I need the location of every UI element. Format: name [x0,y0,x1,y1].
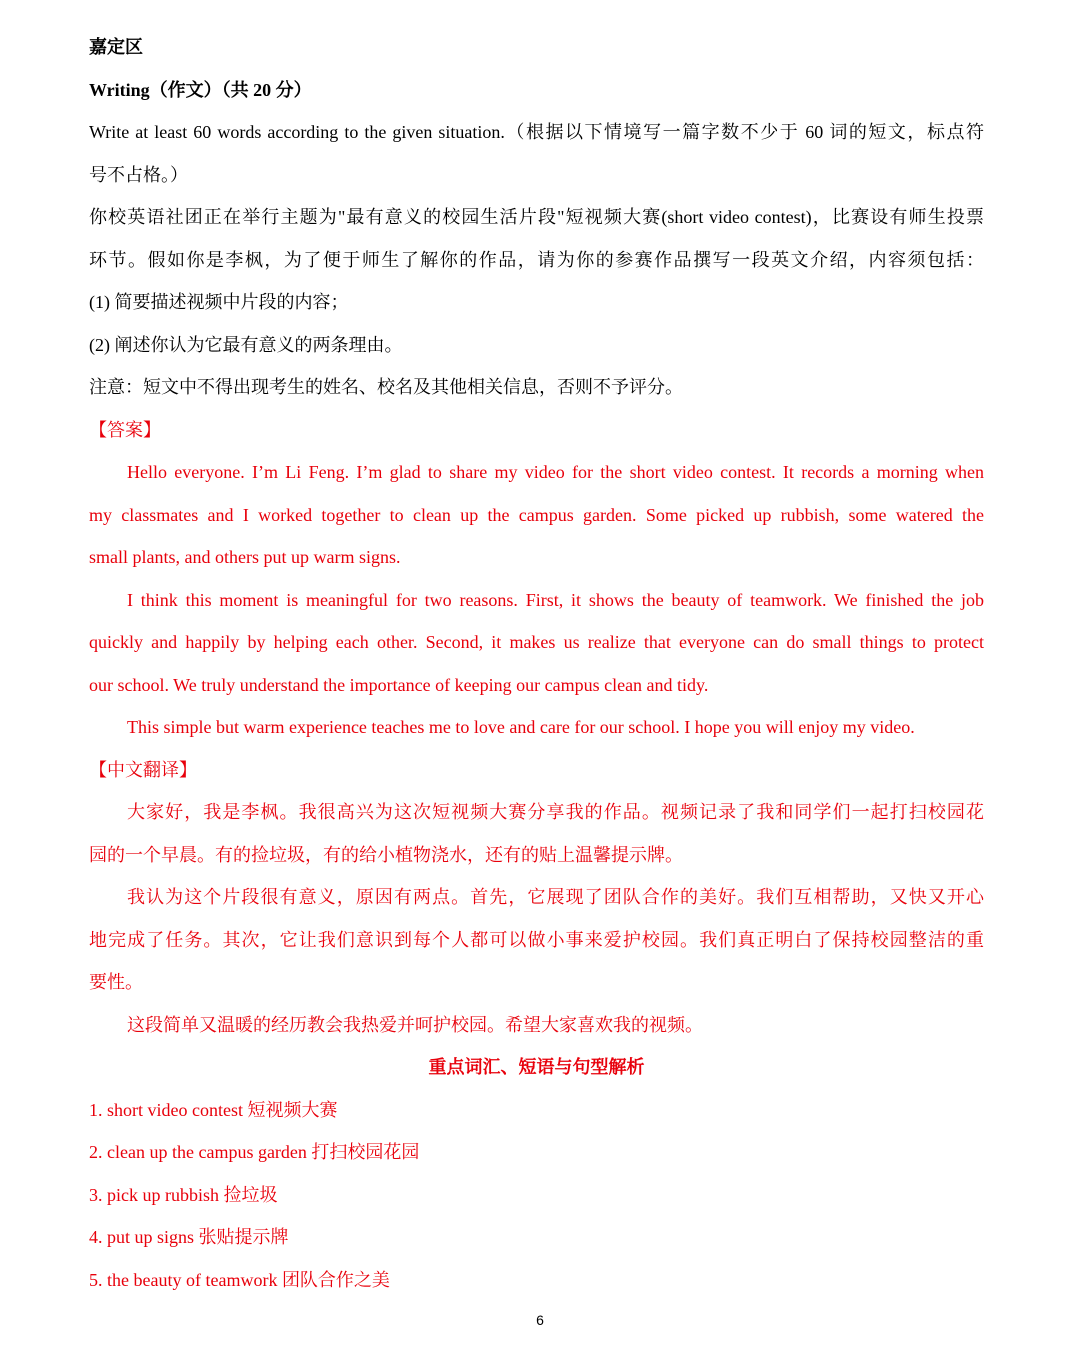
vocab-item: 4. put up signs 张贴提示牌 [89,1227,289,1247]
vocab-item: 2. clean up the campus garden 打扫校园花园 [89,1142,420,1162]
answer-paragraph-1-line-1: Hello everyone. I’m Li Feng. I’m glad to share my video for the short video contest. It records a morning when [127,462,984,482]
translation-label: 【中文翻译】 [89,759,197,780]
vocab-item: 1. short video contest 短视频大赛 [89,1099,338,1120]
vocab-item: 3. pick up rubbish 捡垃圾 [89,1184,278,1205]
answer-paragraph-3-line-1: This simple but warm experience teaches me to love and care for our school. I hope you will enjoy my video. [127,717,915,737]
translation-paragraph-1-line-2: 园的一个早晨。有的捡垃圾，有的给小植物浇水，还有的贴上温馨提示牌。 [89,844,683,865]
translation-paragraph-2-line-1: 我认为这个片段很有意义，原因有两点。首先，它展现了团队合作的美好。我们互相帮助，又快又开心 [127,887,984,907]
translation-paragraph-1-line-1: 大家好，我是李枫。我很高兴为这次短视频大赛分享我的作品。视频记录了我和同学们一起打扫校园花 [127,802,984,822]
document-page [89,26,984,1301]
answer-paragraph-2-line-1: I think this moment is meaningful for two reasons. First, it shows the beauty of teamwork. We finished the job [127,589,984,610]
answer-paragraph-2-line-2: quickly and happily by helping each other. Second, it makes us realize that everyone can do small things to protect [89,632,984,652]
instruction-line-2: 号不占格。） [89,164,188,185]
notice-line: 注意：短文中不得出现考生的姓名、校名及其他相关信息，否则不予评分。 [89,377,683,397]
requirement-point-1: (1) 简要描述视频中片段的内容； [89,292,349,312]
district-heading: 嘉定区 [89,37,143,57]
page-number: 6 [536,1312,544,1328]
answer-label: 【答案】 [89,419,161,440]
situation-line-2: 环节。假如你是李枫，为了便于师生了解你的作品，请为你的参赛作品撰写一段英文介绍，内容须包括： [89,249,984,270]
situation-line-1: 你校英语社团正在举行主题为"最有意义的校园生活片段"短视频大赛(short video contest)，比赛设有师生投票 [89,207,984,227]
translation-paragraph-2-line-2: 地完成了任务。其次，它让我们意识到每个人都可以做小事来爱护校园。我们真正明白了保持校园整洁的重 [89,929,984,950]
answer-paragraph-2-line-3: our school. We truly understand the importance of keeping our campus clean and tidy. [89,674,709,695]
instruction-line-1: Write at least 60 words according to the given situation.（根据以下情境写一篇字数不少于 60 词的短文，标点符 [89,122,984,142]
answer-paragraph-1-line-3: small plants, and others put up warm signs. [89,547,401,567]
vocab-heading: 重点词汇、短语与句型解析 [428,1057,645,1077]
translation-paragraph-2-line-3: 要性。 [89,972,143,992]
translation-paragraph-3-line-1: 这段简单又温暖的经历教会我热爱并呵护校园。希望大家喜欢我的视频。 [127,1014,703,1035]
section-title: Writing（作文）（共 20 分） [89,79,312,100]
answer-paragraph-1-line-2: my classmates and I worked together to clean up the campus garden. Some picked up rubbish, some watered the [89,504,984,525]
vocab-item: 5. the beauty of teamwork 团队合作之美 [89,1269,390,1290]
requirement-point-2: (2) 阐述你认为它最有意义的两条理由。 [89,334,403,355]
